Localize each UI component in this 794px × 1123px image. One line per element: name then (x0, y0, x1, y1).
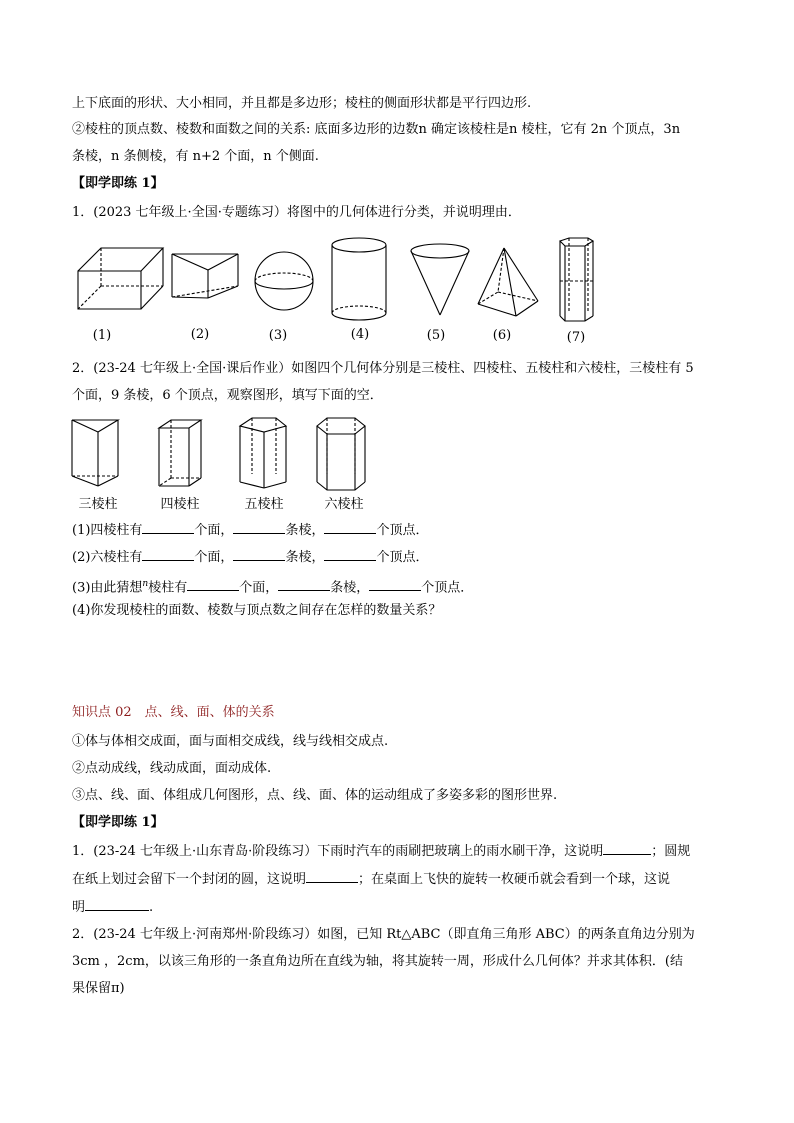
triangular-prism-figure (170, 252, 242, 304)
triangular-prism-upright-figure (70, 418, 122, 490)
answer-blank[interactable] (324, 521, 376, 534)
practice2-question-2-line-3: 果保留π) (72, 981, 125, 996)
figure-label-7: (7) (566, 330, 586, 345)
prism-label-quadrangular: 四棱柱 (160, 497, 200, 512)
practice2-question-2-line-2: 3cm ，2cm，以该三角形的一条直角边所在直线为轴，将其旋转一周，形成什么几何体？并求其体积．(结 (72, 954, 683, 969)
question-1-text: 1．(2023 七年级上·全国·专题练习）将图中的几何体进行分类，并说明理由． (72, 205, 521, 220)
question-2-line-1: 2．(23-24 七年级上·全国·课后作业）如图四个几何体分别是三棱柱、四棱柱、五棱柱和六棱柱，三棱柱有 5 (72, 361, 694, 376)
sub-question-1: (1)四棱柱有 个面， 条棱， 个顶点． (72, 523, 429, 538)
pyramid-figure (476, 246, 542, 320)
figure-label-2: (2) (190, 327, 210, 342)
figure-label-4: (4) (350, 327, 370, 342)
knowledge-point-title: 知识点 02 点、线、面、体的关系 (72, 705, 275, 720)
sub-question-2: (2)六棱柱有 个面， 条棱， 个顶点． (72, 550, 429, 565)
intro-line-2: ②棱柱的顶点数、棱数和面数之间的关系: 底面多边形的边数n 确定该棱柱是n 棱柱，它有 2n 个顶点，3n (72, 122, 681, 137)
practice2-question-1-line-1: 1．(23-24 七年级上·山东青岛·阶段练习）下雨时汽车的雨刷把玻璃上的雨水刷干净，这说明 ；圆规 (72, 844, 691, 859)
figure-label-1: (1) (92, 328, 112, 343)
practice2-question-1-line-2: 在纸上划过会留下一个封闭的圆，这说明 ；在桌面上飞快的旋转一枚硬币就会看到一个球，这说 (72, 872, 671, 887)
quadrangular-prism-figure (157, 418, 205, 490)
cuboid-figure (75, 236, 165, 316)
practice-heading-1: 【即学即练 1】 (72, 176, 164, 191)
knowledge-point-item-1: ①体与体相交成面，面与面相交成线，线与线相交成点. (72, 734, 389, 749)
prism-label-triangular: 三棱柱 (78, 497, 118, 512)
answer-blank[interactable] (369, 578, 421, 591)
answer-blank[interactable] (233, 548, 285, 561)
knowledge-point-item-3: ③点、线、面、体组成几何图形，点、线、面、体的运动组成了多姿多彩的图形世界. (72, 788, 558, 803)
prism-label-hexagonal: 六棱柱 (324, 497, 364, 512)
answer-blank[interactable] (142, 548, 194, 561)
practice2-question-1-line-3: 明 . (72, 900, 154, 915)
figure-label-5: (5) (426, 328, 446, 343)
answer-blank[interactable] (85, 898, 149, 911)
cylinder-figure (330, 236, 390, 324)
sub-question-3: (3)由此猜想$^n$棱柱有 个面， 条棱， 个顶点． (72, 579, 474, 596)
question-2-line-2: 个面，9 条棱，6 个顶点，观察图形，填写下面的空． (72, 388, 383, 403)
prism-label-pentagonal: 五棱柱 (244, 497, 284, 512)
answer-blank[interactable] (187, 578, 239, 591)
hexagonal-prism-upright-figure (315, 416, 369, 494)
practice-heading-2: 【即学即练 1】 (72, 815, 164, 830)
answer-blank[interactable] (603, 842, 651, 855)
practice2-question-2-line-1: 2．(23-24 七年级上·河南郑州·阶段练习）如图，已知 Rt△ABC（即直角三角形 ABC）的两条直角边分别为 (72, 927, 695, 942)
answer-blank[interactable] (278, 578, 330, 591)
pentagonal-prism-figure (238, 416, 290, 492)
sub-question-4: (4)你发现棱柱的面数、棱数与顶点数之间存在怎样的数量关系？ (72, 603, 442, 618)
cone-figure (409, 241, 473, 319)
hexagonal-prism-figure (555, 237, 597, 325)
answer-blank[interactable] (306, 870, 358, 883)
figure-label-6: (6) (492, 328, 512, 343)
knowledge-point-item-2: ②点动成线，线动成面，面动成体. (72, 761, 272, 776)
answer-blank[interactable] (233, 521, 285, 534)
intro-line-1: 上下底面的形状、大小相同，并且都是多边形；棱柱的侧面形状都是平行四边形. (72, 96, 532, 111)
answer-blank[interactable] (142, 521, 194, 534)
figure-label-3: (3) (268, 328, 288, 343)
answer-blank[interactable] (324, 548, 376, 561)
sphere-figure (252, 249, 316, 313)
intro-line-3: 条棱，n 条侧棱，有 n+2 个面，n 个侧面. (72, 149, 319, 164)
